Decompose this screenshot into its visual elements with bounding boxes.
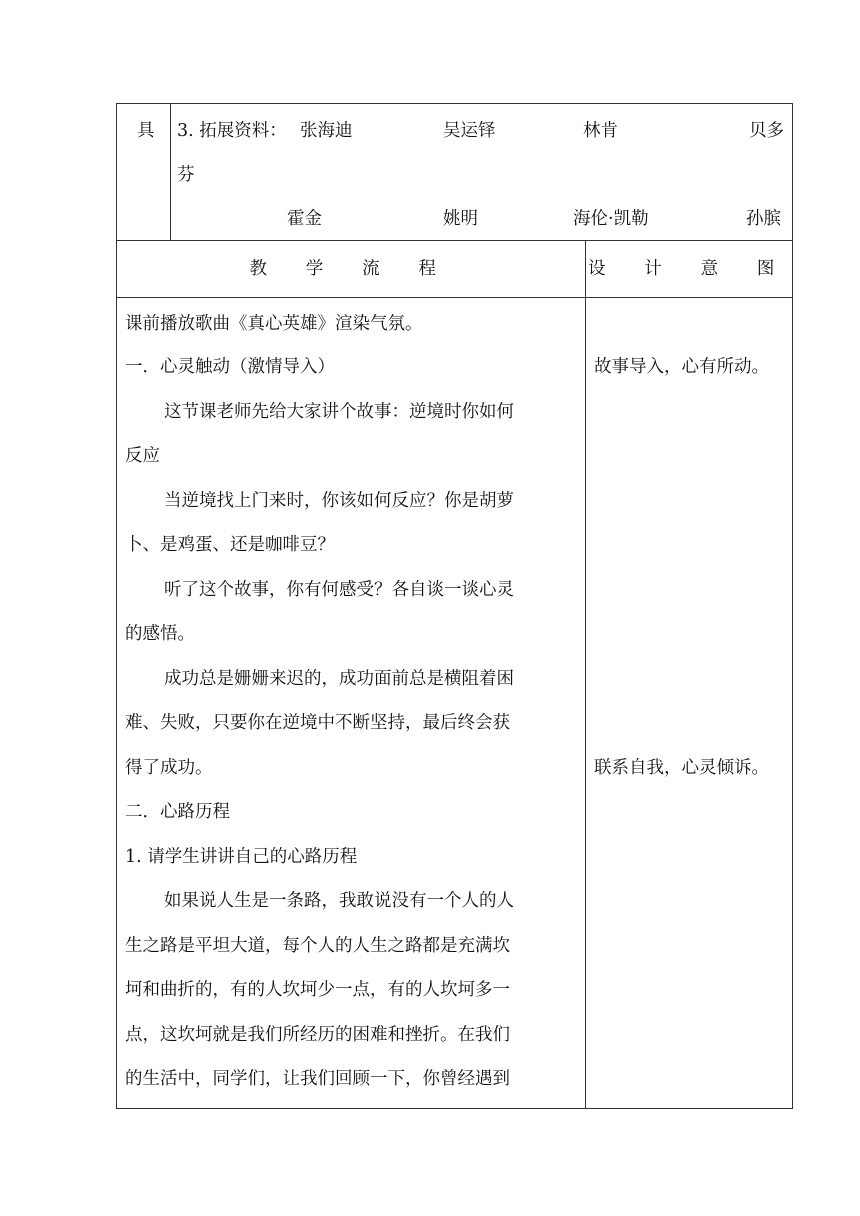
design-intent-note: 联系自我，心灵倾诉。 bbox=[594, 758, 769, 778]
process-line: 成功总是姗姗来迟的，成功面前总是横阻着困 bbox=[164, 669, 514, 689]
process-line: 的生活中，同学们，让我们回顾一下，你曾经遇到 bbox=[125, 1069, 510, 1089]
resource-name: 姚明 bbox=[443, 209, 478, 229]
process-line: 1. 请学生讲讲自己的心路历程 bbox=[125, 847, 358, 867]
resource-name: 海伦·凯勒 bbox=[573, 209, 649, 229]
process-line: 听了这个故事，你有何感受？各自谈一谈心灵 bbox=[164, 580, 514, 600]
resource-name: 孙膑 bbox=[746, 209, 781, 229]
process-line: 点，这坎坷就是我们所经历的困难和挫折。在我们 bbox=[125, 1025, 510, 1045]
process-line: 课前播放歌曲《真心英雄》渲染气氛。 bbox=[125, 314, 423, 334]
process-line: 当逆境找上门来时，你该如何反应？你是胡萝 bbox=[164, 491, 514, 511]
col-divider-top bbox=[170, 104, 171, 240]
process-line: 这节课老师先给大家讲个故事：逆境时你如何 bbox=[164, 402, 514, 422]
resource-name: 贝多 bbox=[749, 121, 784, 141]
process-line: 生之路是平坦大道，每个人的人生之路都是充满坎 bbox=[125, 936, 510, 956]
resources-prefix: 3. 拓展资料： bbox=[177, 121, 287, 141]
process-line: 难、失败，只要你在逆境中不断坚持，最后终会获 bbox=[125, 713, 510, 733]
row-divider-1 bbox=[117, 240, 792, 241]
row-divider-2 bbox=[117, 297, 792, 298]
lesson-plan-table bbox=[116, 103, 793, 1109]
process-line: 卜、是鸡蛋、还是咖啡豆？ bbox=[125, 535, 335, 555]
resource-name: 霍金 bbox=[287, 209, 322, 229]
process-line: 如果说人生是一条路，我敢说没有一个人的人 bbox=[164, 891, 514, 911]
teaching-process-header: 教 学 流 程 bbox=[249, 259, 453, 279]
resource-name: 吴运铎 bbox=[443, 121, 496, 141]
resource-name: 林肯 bbox=[583, 121, 618, 141]
resource-name-wrap: 芬 bbox=[177, 165, 195, 185]
process-line: 坷和曲折的，有的人坎坷少一点，有的人坎坷多一 bbox=[125, 980, 510, 1000]
section-heading: 二．心路历程 bbox=[125, 802, 230, 822]
process-line: 得了成功。 bbox=[125, 758, 213, 778]
process-line: 的感悟。 bbox=[125, 624, 195, 644]
resources-row-label: 具 bbox=[137, 121, 155, 141]
section-heading: 一．心灵触动（激情导入） bbox=[125, 357, 335, 377]
process-line: 反应 bbox=[125, 446, 160, 466]
design-intent-note: 故事导入，心有所动。 bbox=[594, 357, 769, 377]
col-divider-main bbox=[585, 240, 586, 1108]
resource-name: 张海迪 bbox=[300, 121, 353, 141]
design-intent-header: 设 计 意 图 bbox=[587, 259, 792, 279]
